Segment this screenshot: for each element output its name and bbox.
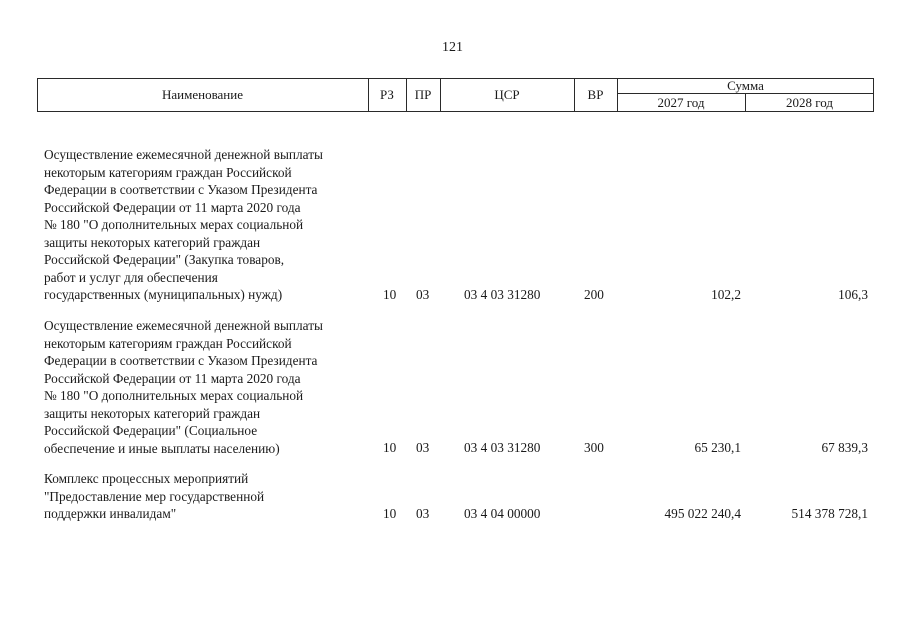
row-csr: 03 4 04 00000 [464,506,541,521]
header-pr: ПР [414,87,432,102]
row-pr: 03 [416,287,430,302]
header-vr: ВР [587,87,604,102]
row-vr: 200 [584,287,604,302]
header-csr: ЦСР [494,87,520,102]
row-sum-2027: 102,2 [711,287,741,302]
row-rz: 10 [383,287,397,302]
row-name: Осуществление ежемесячной денежной выплаты некоторым категориям граждан Российской Федерации в соответствии с Указом Президента Российской Федерации от 11 марта 2020 года № 180 "О дополнительных мерах социальной защиты некоторых категорий граждан Российской Федерации" (Закупка товаров, работ и услуг для обеспечения государственных (муниципальных) нужд) [44,147,323,302]
row-sum-2028: 106,3 [838,287,868,302]
header-bottom-border [37,111,874,112]
header-rz: РЗ [380,87,394,102]
page-number: 121 [442,40,463,55]
row-name: Осуществление ежемесячной денежной выплаты некоторым категориям граждан Российской Федерации в соответствии с Указом Президента Российской Федерации от 11 марта 2020 года № 180 "О дополнительных мерах социальной защиты некоторых категорий граждан Российской Федерации" (Социальное обеспечение и иные выплаты населению) [44,318,323,456]
row-csr: 03 4 03 31280 [464,287,541,302]
header-sum: Сумма [727,78,764,93]
row-rz: 10 [383,506,397,521]
row-vr: 300 [584,440,604,455]
row-sum-2027: 495 022 240,4 [664,506,741,521]
row-csr: 03 4 03 31280 [464,440,541,455]
header-name: Наименование [162,87,243,102]
row-sum-2027: 65 230,1 [694,440,741,455]
row-rz: 10 [383,440,397,455]
row-name: Комплекс процессных мероприятий "Предоставление мер государственной поддержки инвалидам" [44,471,265,521]
row-sum-2028: 67 839,3 [821,440,868,455]
row-pr: 03 [416,440,430,455]
table-header [37,78,874,112]
header-year-2027: 2027 год [657,95,705,110]
row-pr: 03 [416,506,430,521]
header-year-2028: 2028 год [786,95,833,110]
row-sum-2028: 514 378 728,1 [791,506,868,521]
